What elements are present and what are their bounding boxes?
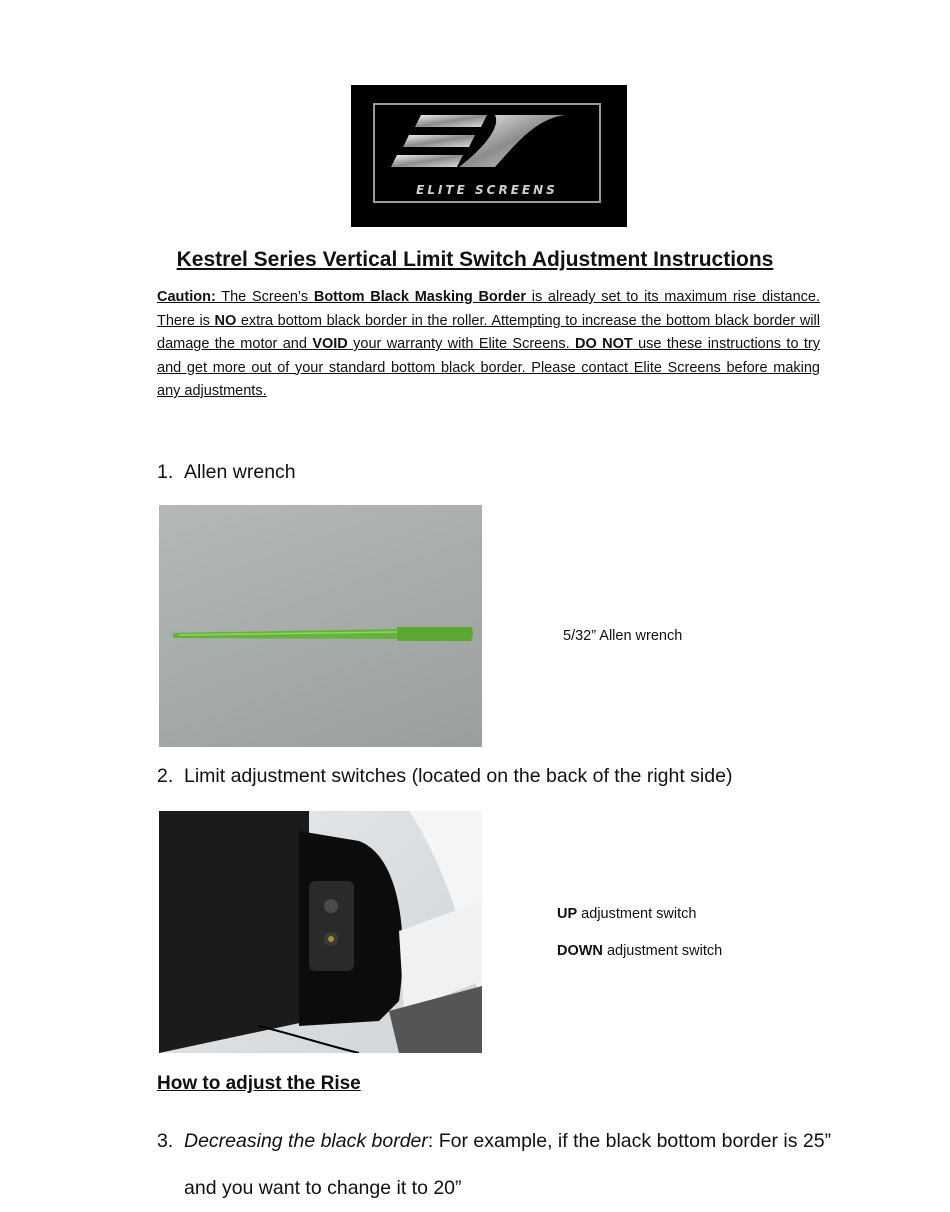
- caution-text-4: your warranty with Elite Screens.: [347, 336, 576, 352]
- down-label: DOWN: [557, 943, 603, 959]
- step-3-text: : For example, if the black bottom border is 25” and you want to change it to 20”: [184, 1130, 832, 1199]
- step-2: [157, 765, 732, 788]
- section-heading-rise: How to adjust the Rise: [157, 1073, 361, 1094]
- caution-text-1: The Screen’s: [215, 289, 314, 305]
- caution-emphasis-void: VOID: [312, 336, 348, 352]
- caution-emphasis-no: NO: [214, 312, 237, 329]
- caution-label: Caution:: [157, 289, 216, 305]
- down-text: adjustment switch: [602, 943, 723, 959]
- down-switch-caption: [557, 943, 722, 959]
- step-number: 3.: [157, 1130, 174, 1152]
- logo-wordmark: ELITE SCREENS: [416, 183, 558, 197]
- allen-wrench-photo: [159, 505, 482, 747]
- step-3-emphasis: Decreasing the black border: [184, 1130, 428, 1152]
- step-3: [157, 1118, 847, 1212]
- page-title: Kestrel Series Vertical Limit Switch Adjustment Instructions: [176, 248, 774, 271]
- limit-switches-photo-icon: [159, 811, 482, 1053]
- step-number: 1.: [157, 461, 174, 483]
- step-number: 2.: [157, 765, 174, 787]
- caution-text-2: is already set to its maximum rise distance. There is: [157, 289, 820, 329]
- logo-frame: [373, 103, 601, 203]
- caution-emphasis-border: Bottom Black Masking Border: [313, 289, 526, 305]
- allen-wrench-icon: [159, 505, 482, 747]
- up-switch-caption: [557, 906, 696, 922]
- allen-wrench-caption: 5/32” Allen wrench: [563, 628, 683, 644]
- step-3-body: [184, 1118, 847, 1212]
- limit-switches-photo: [159, 811, 482, 1053]
- step-label: Limit adjustment switches (located on the back of the right side): [184, 765, 733, 787]
- caution-text-3: extra bottom black border in the roller. Attempting to increase the bottom black border will damage the motor and: [157, 312, 820, 352]
- up-text: adjustment switch: [577, 906, 697, 922]
- caution-emphasis-do-not: DO NOT: [575, 336, 633, 352]
- up-label: UP: [557, 906, 578, 922]
- caution-text-5: use these instructions to try and get more out of your standard bottom black border. Please contact Elite Screens before making any adjustments.: [157, 336, 820, 399]
- step-label: Allen wrench: [184, 461, 296, 483]
- step-1: [157, 461, 296, 484]
- elite-screens-logo: [351, 85, 627, 227]
- caution-paragraph: [157, 286, 820, 404]
